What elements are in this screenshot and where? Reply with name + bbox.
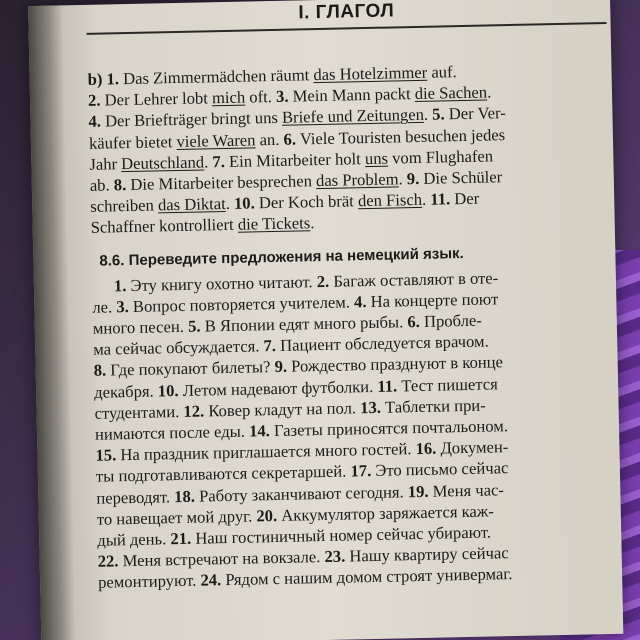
text-segment: Der Koch brät (254, 191, 359, 213)
sentence-number: 19. (407, 481, 429, 501)
text-segment: Нашу квартиру сейчас (345, 543, 509, 566)
sentence-number: 14. (248, 421, 271, 441)
underlined-object: uns (364, 148, 389, 168)
text-segment: Таблетки при- (380, 395, 486, 417)
sentence-number: 4. (353, 291, 367, 312)
page-content (86, 0, 618, 593)
text-segment: декабря. (93, 381, 158, 402)
sentence-number: 11. (377, 376, 398, 396)
sentence-number: 6. (407, 311, 421, 332)
underlined-object: das Problem (315, 169, 399, 191)
sentence-number: 3. (275, 86, 289, 107)
text-segment: Меня час- (428, 479, 505, 501)
text-segment: ма сейчас обсуждается. (93, 336, 264, 360)
text-segment: На концерте поют (366, 289, 499, 311)
sentence-number: 23. (324, 546, 346, 567)
text-segment: Это письмо сейчас (371, 458, 509, 481)
text-segment: . (398, 169, 408, 189)
text-segment: На праздник приглашается много гостей. (116, 439, 416, 465)
sentence-number: 20. (256, 505, 278, 526)
text-segment: auf. (426, 62, 457, 82)
text-segment: Летом надевают футболки. (178, 376, 378, 400)
text-segment: Die Mitarbeiter besprechen (126, 171, 317, 195)
sentence-number: 5. (432, 104, 445, 125)
text-segment: ты подготавливаются секретаршей. (95, 461, 351, 487)
underlined-object: Briefe und Zeitungen (281, 105, 425, 128)
text-segment: . (421, 189, 431, 210)
text-segment: дый день. (97, 529, 171, 550)
text-segment: Работу заканчивают сегодня. (194, 481, 408, 506)
exercise-8-6-title: 8.6. Переведите предложения на немецкий язык. (99, 244, 464, 270)
text-segment: Viele Touristen besuchen jedes (295, 124, 506, 149)
sentence-number: 22. (97, 551, 119, 572)
text-segment: Пациент обследуется врачом. (275, 331, 489, 356)
text-segment: В Японии едят много рыбы. (200, 312, 408, 336)
text-segment: Багаж оставляют в оте- (328, 267, 499, 291)
text-segment: Ковер кладут на пол. (203, 398, 361, 421)
text-segment: . (310, 213, 315, 233)
sentence-number: 5. (187, 316, 201, 336)
text-segment: Mein Mann packt (288, 84, 415, 106)
sentence-number: b) 1. (87, 69, 120, 89)
text-segment: Газеты приносятся почтальоном. (269, 416, 509, 441)
sentence-number: 2. (316, 271, 330, 291)
underlined-object: die Sachen (414, 82, 488, 104)
sentence-number: 10. (157, 380, 179, 401)
text-segment: oft. (244, 87, 277, 107)
text-segment: Der Briefträger bringt uns (100, 108, 283, 131)
sentence-number: 2. (87, 90, 101, 111)
sentence-number: 18. (173, 486, 196, 506)
underlined-object: Deutschland (120, 152, 205, 173)
text-segment: Аккумулятор заряжается каж- (276, 501, 494, 525)
text-segment: Der (449, 188, 480, 209)
text-segment: Где покупают билеты? (105, 357, 275, 380)
sentence-number: 1. (113, 275, 127, 295)
text-segment: käufer bietet (88, 131, 177, 153)
text-segment: ле. (92, 297, 117, 317)
sentence-number: 24. (200, 570, 222, 591)
underlined-object: viele Waren (176, 129, 256, 151)
sentence-number: 9. (274, 357, 288, 377)
underlined-object: den Fisch (357, 190, 423, 211)
sentence-number: 8. (113, 175, 127, 195)
text-segment: много песен. (92, 316, 189, 338)
text-segment: Докумен- (436, 437, 509, 458)
exercise-8-6-text (92, 265, 619, 594)
text-segment: Пробле- (419, 310, 482, 331)
text-segment: Schaffner kontrolliert (90, 215, 239, 238)
exercise-b-text (87, 58, 610, 238)
text-segment: студентами. (94, 401, 184, 423)
underlined-object: das Hotelzimmer (313, 62, 428, 85)
book-page (28, 0, 623, 640)
sentence-number: 7. (263, 336, 277, 356)
text-segment: переводят. (96, 486, 175, 508)
text-segment: Наш гостиничный номер сейчас убирают. (190, 522, 492, 548)
sentence-number: 10. (233, 193, 255, 214)
text-segment: Ein Mitarbeiter holt (224, 148, 366, 171)
text-segment: ab. (89, 175, 114, 195)
text-segment: то навещает мой друг. (96, 506, 257, 529)
text-segment: . (423, 105, 433, 125)
sentence-number: 6. (283, 129, 297, 149)
sentence-number: 12. (183, 401, 205, 421)
text-segment: Der Lehrer lobt (100, 88, 213, 110)
sentence-number: 15. (95, 445, 117, 466)
sentence-number: 16. (415, 438, 437, 459)
underlined-object: mich (211, 87, 246, 108)
text-segment: Der Ver- (444, 103, 506, 124)
text-segment: . (225, 194, 235, 214)
sentence-number: 17. (350, 461, 372, 481)
text-segment: ремонтируют. (97, 571, 201, 593)
book-spine (28, 5, 75, 640)
underlined-object: das Diktat (157, 194, 226, 215)
text-segment: . (486, 82, 492, 102)
text-segment: an. (255, 129, 284, 149)
sentence-number: 13. (359, 397, 382, 418)
sentence-number: 7. (212, 151, 226, 172)
sentence-number: 21. (170, 528, 192, 549)
text-segment: Рождество празднуют в конце (286, 352, 504, 377)
sentence-number: 3. (116, 296, 129, 317)
sentence-number: 9. (406, 168, 420, 189)
sentence-number: 11. (430, 189, 451, 209)
text-segment: Меня встречают на вокзале. (118, 547, 325, 571)
text-segment: Das Zimmermädchen räumt (118, 65, 314, 89)
page-header: I. ГЛАГОЛ (298, 0, 395, 24)
text-segment: Рядом с нашим домом строят универмаг. (221, 564, 513, 590)
sentence-number: 4. (88, 112, 102, 132)
text-segment: Эту книгу охотно читают. (126, 271, 317, 295)
text-segment: Вопрос повторяется учителем. (128, 292, 355, 316)
text-segment: Jahr (89, 153, 122, 174)
sentence-number: 8. (93, 360, 107, 381)
text-segment: Тест пишется (396, 373, 498, 396)
underlined-object: die Tickets (237, 213, 311, 235)
text-segment: vom Flughafen (387, 146, 494, 168)
text-segment: Die Schüler (419, 167, 503, 188)
text-segment: . (203, 152, 213, 172)
text-segment: нимаются после еды. (94, 421, 250, 444)
text-segment: schreiben (90, 195, 159, 217)
